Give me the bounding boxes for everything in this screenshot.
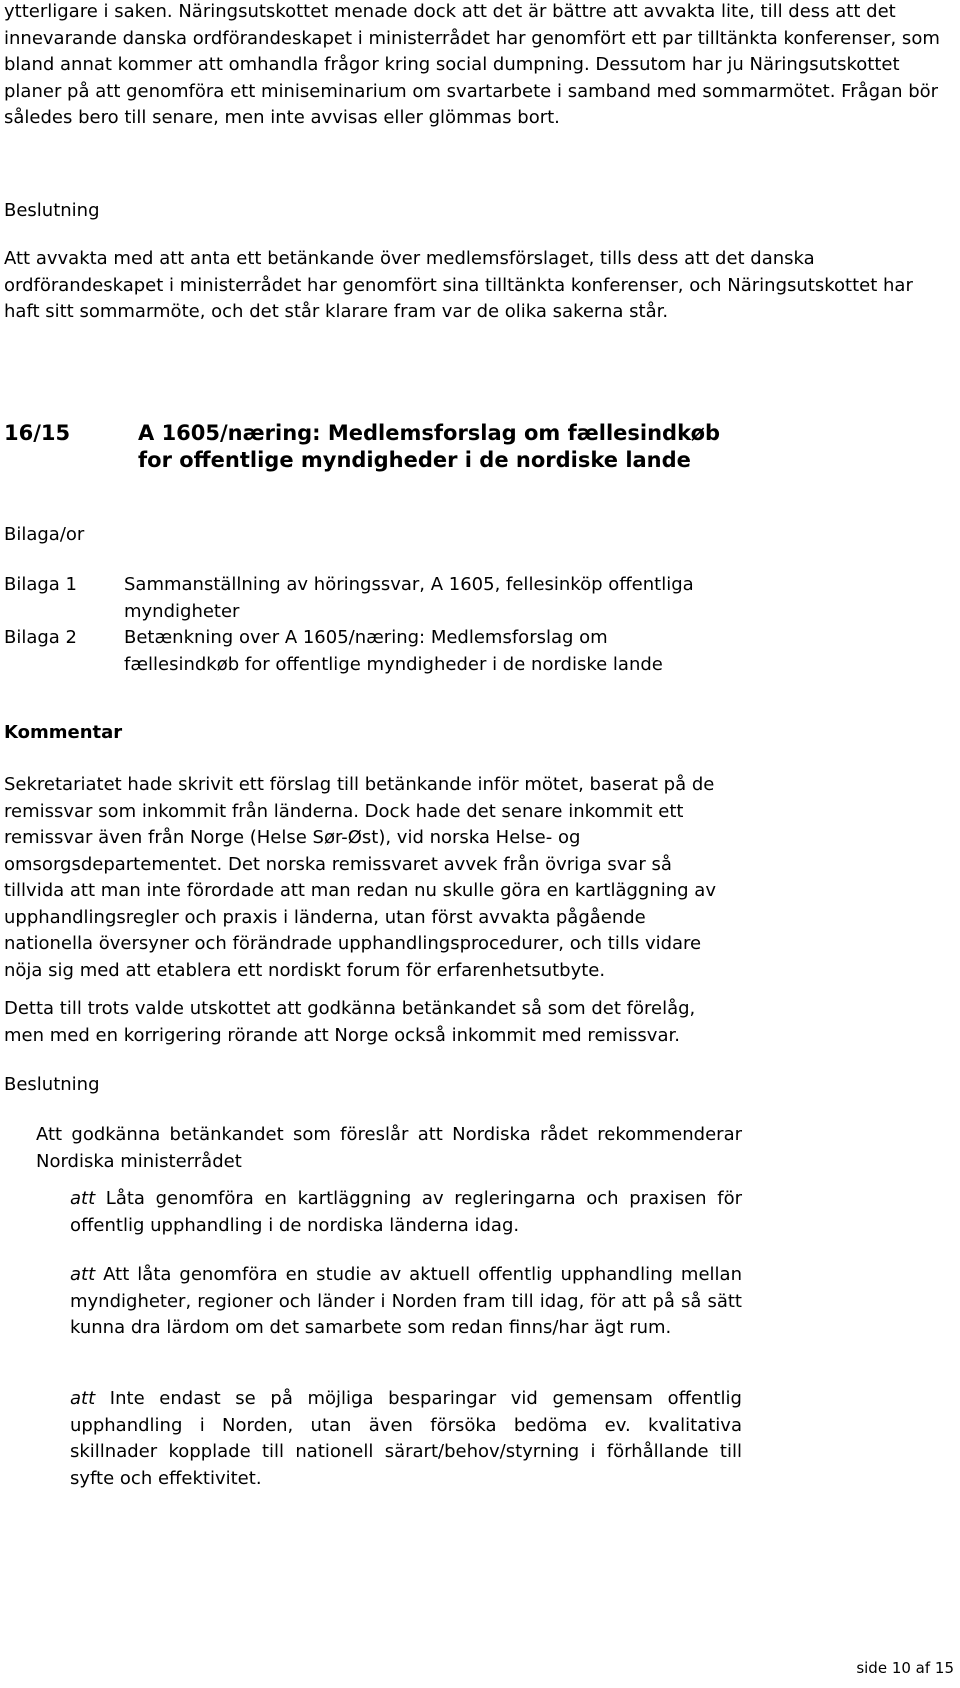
intro-paragraph: ytterligare i saken. Näringsutskottet menade dock att det är bättre att avvakta lite, till dess att det innevarande danska ordförandeskapet i ministerrådet har genomfört ett par tilltänkta konferenser, som bland annat kommer att omhandla frågor kring social dumpning. Dessutom har ju Näringsutskottet planer på att genomföra ett miniseminarium om svartarbete i samband med sommarmötet. Frågan bör således bero till senare, men inte avvisas eller glömmas bort. <box>4 1 940 128</box>
decision-intro: Att godkänna betänkandet som föreslår att Nordiska rådet rekommenderar Nordiska ministerrådet <box>36 1124 742 1172</box>
attachment-item <box>4 572 944 625</box>
case-title: A 1605/næring: Medlemsforslag om fællesindkøb for offentlige myndigheder i de nordiske lande <box>138 421 721 472</box>
decision-point-text: Låta genomföra en kartläggning av regleringarna och praxisen för offentlig upphandling i de nordiska länderna idag. <box>70 1188 742 1236</box>
attachment-label: Bilaga 2 <box>4 627 78 648</box>
comment-paragraph: Detta till trots valde utskottet att godkänna betänkandet så som det förelåg, men med en korrigering rörande att Norge också inkommit med remissvar. <box>4 998 696 1046</box>
decision-heading: Beslutning <box>4 1074 100 1095</box>
att-keyword: att <box>70 1388 96 1409</box>
attachments-list <box>4 572 944 678</box>
decision-point <box>70 1386 742 1492</box>
decision-point-text: Att låta genomföra en studie av aktuell offentlig upphandling mellan myndigheter, regioner och länder i Norden fram till idag, för att på så sätt kunna dra lärdom om det samarbete som redan finns/har ägt rum. <box>70 1264 742 1338</box>
case-number: 16/15 <box>4 421 71 445</box>
comment-heading: Kommentar <box>4 722 123 743</box>
att-keyword: att <box>70 1188 96 1209</box>
comment-paragraph: Sekretariatet hade skrivit ett förslag till betänkande inför mötet, baserat på de remissvar som inkommit från länderna. Dock hade det senare inkommit ett remissvar även från Norge (Helse Sør-Øst), vid norska Helse- og omsorgsdepartementet. Det norska remissvaret avvek från övriga svar så tillvida att man inte förordade att man redan nu skulle göra en kartläggning av upphandlingsregler och praxis i länderna, utan först avvakta pågående nationella översyner och förändrade upphandlingsprocedurer, och tills vidare nöja sig med att etablera ett nordiskt forum för erfarenhetsutbyte. <box>4 774 716 981</box>
decision-point <box>70 1186 742 1239</box>
decision-text: Att avvakta med att anta ett betänkande över medlemsförslaget, tills dess att det danska ordförandeskapet i ministerrådet har genomfört sina tilltänkta konferenser, och Näringsutskottet har haft sitt sommarmöte, och det står klarare fram var de olika sakerna står. <box>4 248 913 322</box>
attachment-description: Betænkning over A 1605/næring: Medlemsforslag om fællesindkøb for offentlige myndigheder i de nordiske lande <box>124 627 663 675</box>
att-keyword: att <box>70 1264 96 1285</box>
attachment-item <box>4 625 944 678</box>
decision-heading: Beslutning <box>4 200 100 221</box>
decision-point-text: Inte endast se på möjliga besparingar vid gemensam offentlig upphandling i Norden, utan även försöka bedöma ev. kvalitativa skillnader kopplade till nationell särart/behov/styrning i förhållande till syfte och effektivitet. <box>70 1388 742 1489</box>
attachment-description: Sammanställning av höringssvar, A 1605, fellesinköp offentliga myndigheter <box>124 574 694 622</box>
attachment-label: Bilaga 1 <box>4 574 78 595</box>
decision-point <box>70 1262 742 1342</box>
attachments-heading: Bilaga/or <box>4 524 85 545</box>
page-number: side 10 af 15 <box>856 1659 954 1677</box>
